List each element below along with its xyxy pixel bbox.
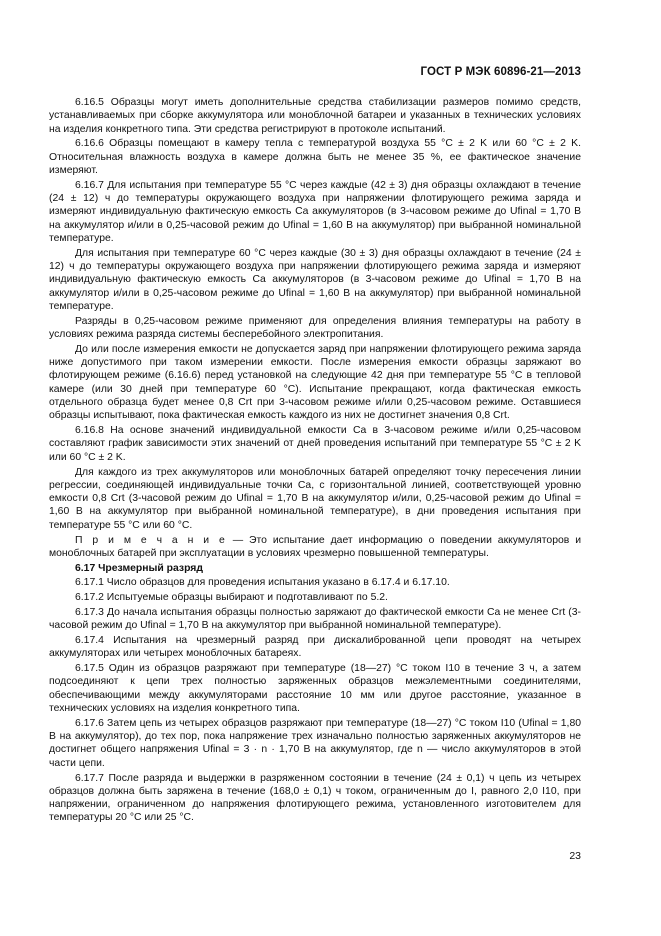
- para-6-17-4: 6.17.4 Испытания на чрезмерный разряд при дискалиброванной цепи проводят на четырех аккумуляторах или четырех моноблочных батареях.: [49, 635, 581, 660]
- heading-6-17: 6.17 Чрезмерный разряд: [75, 562, 203, 574]
- document-id-header: ГОСТ Р МЭК 60896-21—2013: [420, 66, 581, 78]
- para-discharges: Разряды в 0,25-часовом режиме применяют для определения влияния температуры на работу в условиях режима разряда системы бесперебойного электропитания.: [49, 315, 581, 341]
- para-6-17-2: 6.17.2 Испытуемые образцы выбирают и подготавливают по 5.2.: [75, 592, 388, 604]
- para-6-17-7: 6.17.7 После разряда и выдержки в разряженном состоянии в течение (24 ± 0,1) ч цепь из четырех образцов должна быть заряжена в течение (168,0 ± 0,1) ч током, ограниченным до I, равного 2,0 I10, при напряжении, ограниченном до напряжения флотирующего режима, установленного изготовителем для температуры 20 °C или 25 °C.: [49, 772, 581, 824]
- para-6-16-6: 6.16.6 Образцы помещают в камеру тепла с температурой воздуха 55 °C ± 2 K или 60 °C ± 2 K. Относительная влажность воздуха в камере должна быть не менее 35 %, ее фактическое значение измеряют.: [49, 138, 581, 176]
- para-6-17-1: 6.17.1 Число образцов для проведения испытания указано в 6.17.4 и 6.17.10.: [75, 577, 450, 589]
- para-regression: Для каждого из трех аккумуляторов или моноблочных батарей определяют точку пересечения линии регрессии, соединяющей индивидуальные точки Cа, с горизонтальной линией, соответствующей уровню емкости 0,8 Crt (3-часовой режим до Ufinal = 1,70 В на аккумулятор и/или, 0,25-часовой режим до Ufinal = 1,60 В на аккумулятор при выбранной номинальной температуре), в дни проведения испытания при температуре 55 °C или 60 °C.: [49, 466, 581, 531]
- para-before-after: До или после измерения емкости не допускается заряд при напряжении флотирующего режима заряда ниже допустимого при таком измерении емкости. После измерения емкости образцы заряжают во флотирующем режиме (6.16.6) перед установкой на следующие 42 дня при температуре 55 °C в тепловой камере (или 30 дней при температуре 60 °C). Испытание прекращают, когда фактическая емкость отдельного образца будет менее 0,8 Crt при 3-часовом режиме и/или 0,25-часовом режиме. Оставшиеся образцы испытывают, пока фактическая емкость каждого из них не достигнет значения 0,8 Crt.: [49, 343, 581, 422]
- para-note: [49, 534, 581, 561]
- para-6-16-5: 6.16.5 Образцы могут иметь дополнительные средства стабилизации размеров помимо средств, устанавливаемых при сборке аккумулятора или моноблочной батареи и указанных в технических условиях на изделия конкретного типа. Эти средства регистрируют в протоколе испытаний.: [49, 97, 581, 135]
- para-6-16-7: 6.16.7 Для испытания при температуре 55 °C через каждые (42 ± 3) дня образцы охлаждают в течение (24 ± 12) ч до температуры окружающего воздуха при напряжении флотирующего режима заряда и измеряют индивидуальную фактическую емкость Cа аккумуляторов (в 3-часовом режиме до Ufinal = 1,70 В на аккумулятор и/или в 0,25-часовой режим до Ufinal = 1,60 В на аккумулятор) при выбранной номинальной температуре.: [49, 179, 581, 244]
- para-6-17-5: 6.17.5 Один из образцов разряжают при температуре (18—27) °C током I10 в течение 3 ч, а затем подсоединяют к цепи трех полностью заряженных образцов межэлементными соединителями, обеспечивающими между аккумуляторами расстояние 10 мм или другое расстояние, указанное в технических условиях на изделия конкретного типа.: [49, 663, 581, 715]
- para-6-17-3: 6.17.3 До начала испытания образцы полностью заряжают до фактической емкости Cа не менее Crt (3-часовой режим до Ufinal = 1,70 В на аккумулятор при выбранной номинальной температуре).: [49, 606, 581, 632]
- note-text: — Это испытание дает информацию о поведении аккумуляторов и моноблочных батарей при эксплуатации в условиях чрезмерно повышенной температуры.: [49, 534, 582, 559]
- para-60c: Для испытания при температуре 60 °C через каждые (30 ± 3) дня образцы охлаждают в течение (24 ± 12) ч до температуры окружающего воздуха при напряжении флотирующего режима заряда и измеряют индивидуальную фактическую емкость Cа аккумуляторов (в 3-часовом режиме до Ufinal = 1,70 В на аккумулятор и/или в 0,25-часовом режиме до Ufinal = 1,60 В на аккумулятор) при выбранной номинальной температуре.: [49, 247, 581, 312]
- para-6-17-6: 6.17.6 Затем цепь из четырех образцов разряжают при температуре (18—27) °C током I10 (Ufinal = 1,80 В на аккумулятор), до тех пор, пока напряжение трех изначально полностью заряженных аккумуляторов не достигнет общего напряжения Ufinal = 3 · n · 1,70 В на аккумулятор, где n — число аккумуляторов в этой части цепи.: [49, 717, 581, 769]
- note-label: П р и м е ч а н и е: [75, 534, 227, 546]
- document-body: [49, 96, 581, 826]
- para-6-16-8: 6.16.8 На основе значений индивидуальной емкости Cа в 3-часовом режиме и/или 0,25-часовом составляют график зависимости этих значений от дней проведения испытаний при температуре 55 °C ± 2 K или 60 °C ± 2 K.: [49, 425, 581, 463]
- page-number: 23: [569, 850, 581, 862]
